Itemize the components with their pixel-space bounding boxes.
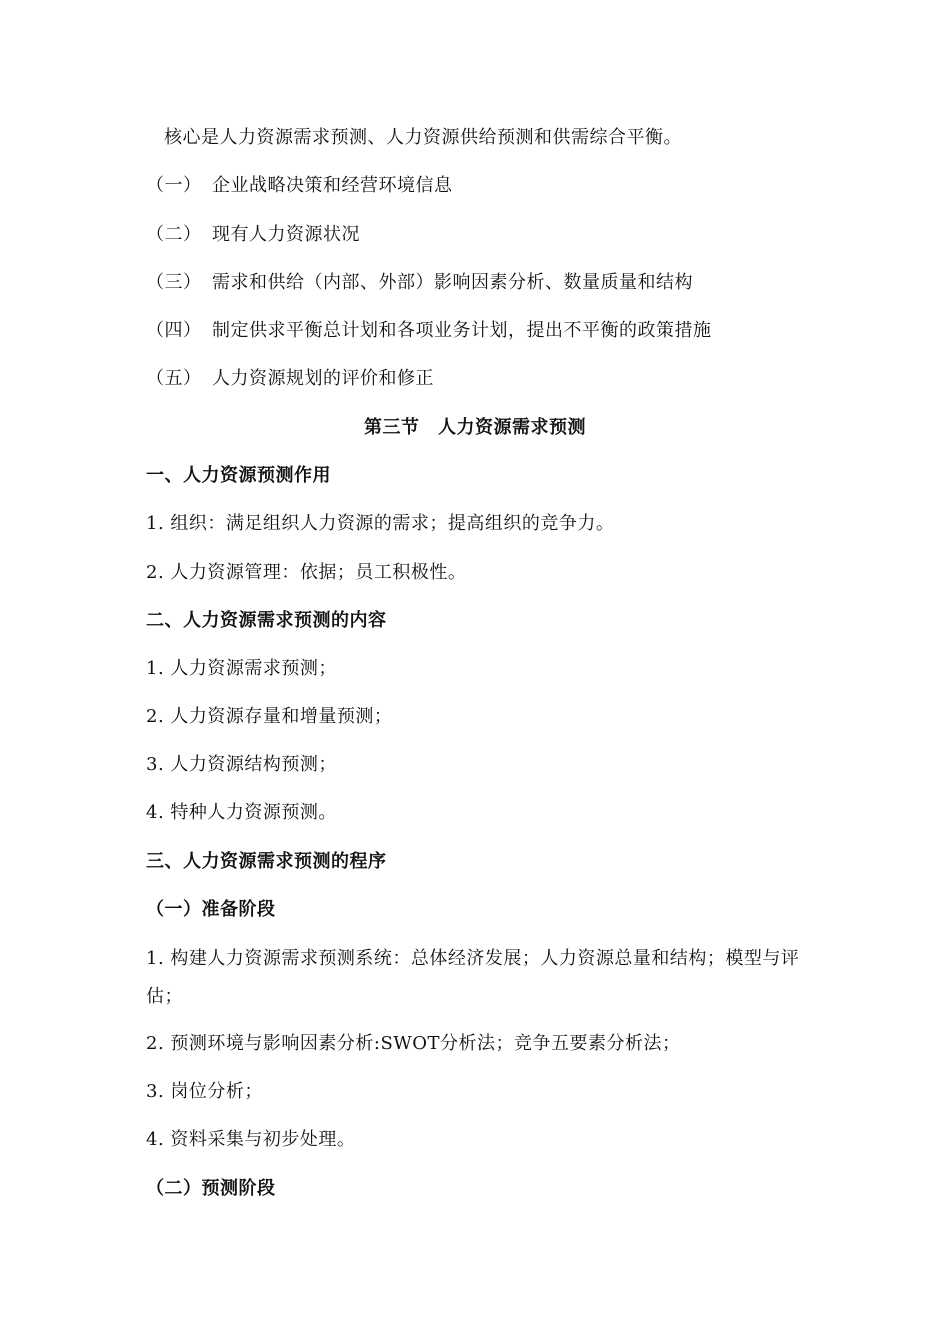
intro-paragraph: 核心是人力资源需求预测、人力资源供给预测和供需综合平衡。 xyxy=(164,127,682,148)
list-item: 2. 人力资源存量和增量预测； xyxy=(146,706,393,727)
list-item: 3. 岗位分析； xyxy=(146,1081,263,1102)
item-text: 需求和供给（内部、外部）影响因素分析、数量质量和结构 xyxy=(212,272,693,293)
item-text: 人力资源规划的评价和修正 xyxy=(212,368,434,389)
item-text: 企业战略决策和经营环境信息 xyxy=(212,175,453,196)
stage1-heading: （一）准备阶段 xyxy=(146,899,276,920)
list-item xyxy=(146,223,816,247)
part3-heading: 三、人力资源需求预测的程序 xyxy=(146,851,387,872)
item-text: 制定供求平衡总计划和各项业务计划，提出不平衡的政策措施 xyxy=(212,320,712,341)
list-item: 3. 人力资源结构预测； xyxy=(146,754,337,775)
section-title: 第三节 人力资源需求预测 xyxy=(364,417,586,438)
item-number: （三） xyxy=(146,272,202,293)
part1-heading: 一、人力资源预测作用 xyxy=(146,465,331,486)
item-number: （五） xyxy=(146,368,202,389)
stage2-heading: （二）预测阶段 xyxy=(146,1178,276,1199)
list-item xyxy=(146,367,816,391)
list-item: 4. 资料采集与初步处理。 xyxy=(146,1129,356,1150)
list-item: 1. 组织：满足组织人力资源的需求；提高组织的竞争力。 xyxy=(146,513,615,534)
list-item: 1. 构建人力资源需求预测系统：总体经济发展；人力资源总量和结构；模型与评估； xyxy=(146,948,800,1007)
list-item: 2. 人力资源管理：依据；员工积极性。 xyxy=(146,562,467,583)
list-item: 1. 人力资源需求预测； xyxy=(146,658,337,679)
list-item: 2. 预测环境与影响因素分析:SWOT分析法；竞争五要素分析法； xyxy=(146,1033,681,1054)
part2-heading: 二、人力资源需求预测的内容 xyxy=(146,610,387,631)
item-number: （四） xyxy=(146,320,202,341)
list-item xyxy=(146,271,816,295)
item-number: （二） xyxy=(146,224,202,245)
item-number: （一） xyxy=(146,175,202,196)
item-text: 现有人力资源状况 xyxy=(212,224,360,245)
list-item xyxy=(146,319,816,343)
list-item: 4. 特种人力资源预测。 xyxy=(146,802,337,823)
list-item xyxy=(146,174,816,198)
